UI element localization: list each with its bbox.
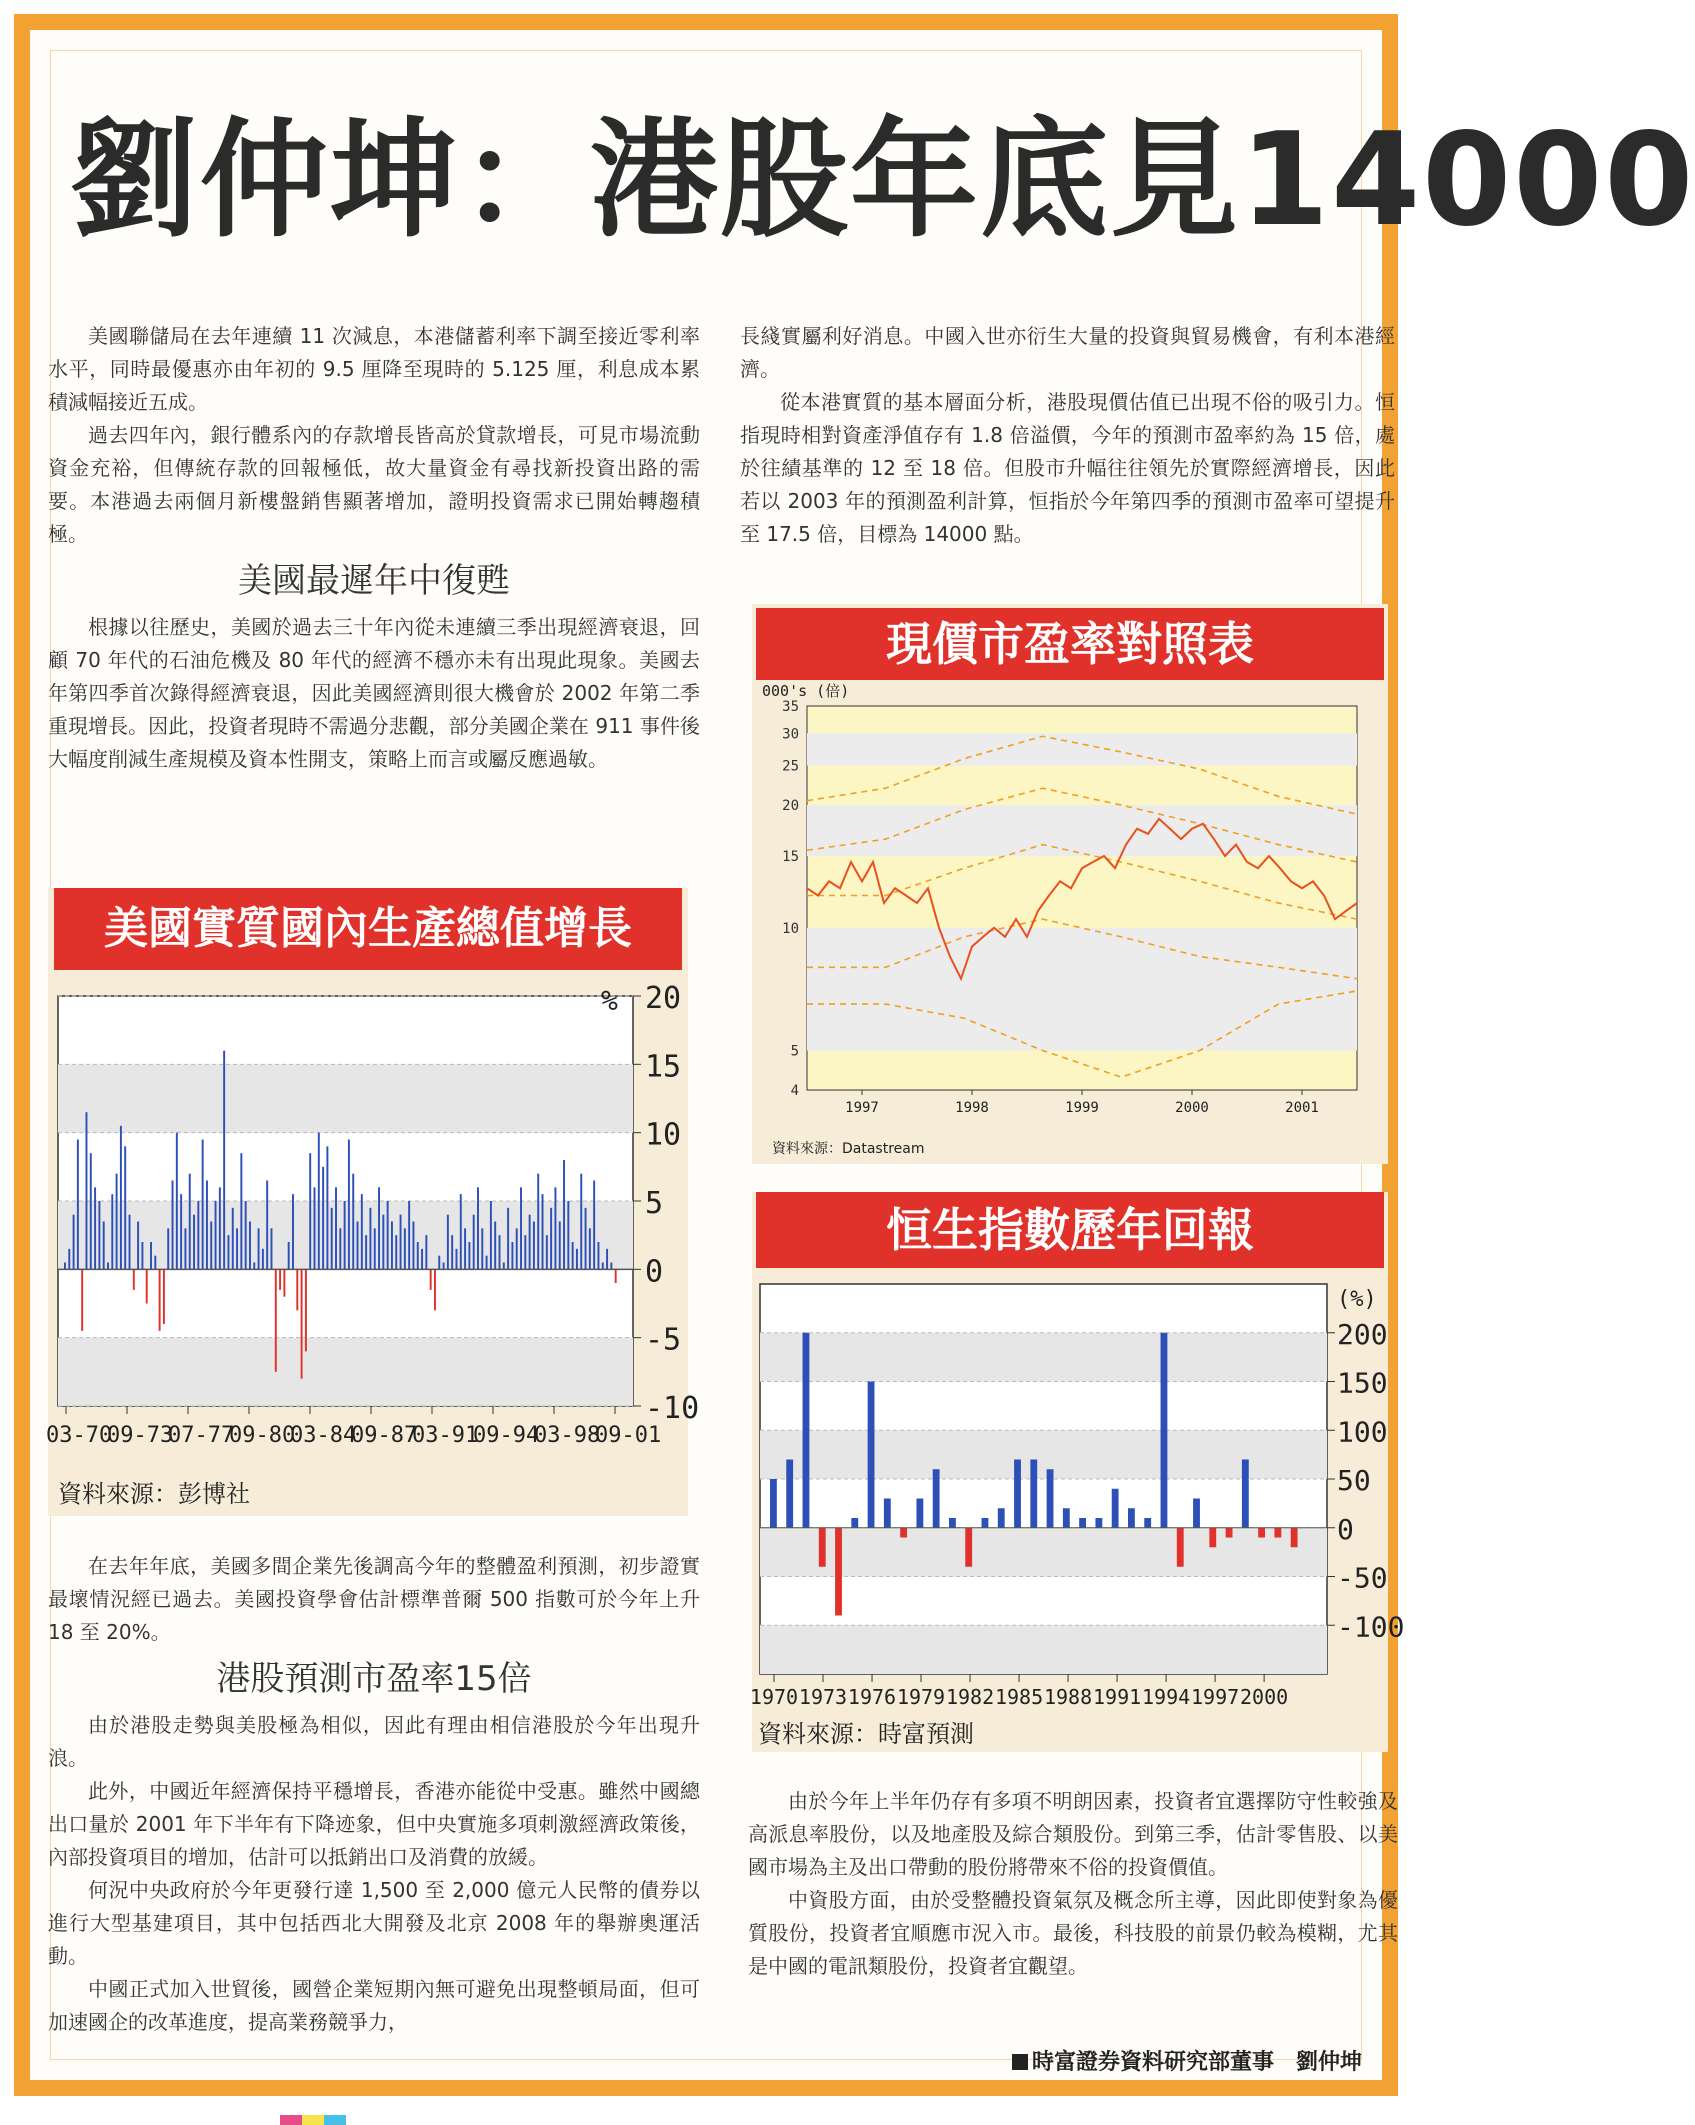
gdp-bar — [348, 1140, 350, 1270]
hsi-bar — [1079, 1518, 1086, 1528]
pe-chart-source: 資料來源：Datastream — [772, 1141, 925, 1157]
gdp-bar — [412, 1222, 414, 1270]
hsi-bar — [1177, 1528, 1184, 1567]
x-tick-label: 03-84 — [290, 1423, 357, 1448]
gdp-chart — [46, 976, 700, 1516]
gdp-bar — [326, 1146, 328, 1269]
x-tick-label: 2001 — [1285, 1100, 1319, 1116]
gdp-bar — [253, 1263, 255, 1270]
paragraph: 由於港股走勢與美股極為相似，因此有理由相信港股於今年出現升浪。 — [48, 1713, 700, 1770]
x-tick-label: 09-01 — [595, 1423, 662, 1448]
paragraph: 中國正式加入世貿後，國營企業短期內無可避免出現整頓局面，但可加速國企的改革進度，提高業務競爭力， — [48, 1977, 700, 2034]
x-tick-label: 07-77 — [168, 1423, 235, 1448]
hsi-bar — [900, 1528, 907, 1538]
x-tick-label: 09-73 — [107, 1423, 174, 1448]
hsi-bar — [982, 1518, 989, 1528]
gdp-bar — [107, 1263, 109, 1270]
gdp-bar — [606, 1249, 608, 1270]
hsi-bar — [1047, 1469, 1054, 1528]
gdp-bar — [206, 1181, 208, 1270]
gdp-bar — [215, 1201, 217, 1269]
y-tick-label: 100 — [1337, 1415, 1388, 1449]
hsi-bar — [1030, 1460, 1037, 1528]
x-tick-label: 1970 — [749, 1685, 799, 1709]
gdp-bar — [589, 1228, 591, 1269]
gdp-bar — [533, 1222, 535, 1270]
gdp-bar — [593, 1181, 595, 1270]
y-tick-label: -100 — [1337, 1610, 1405, 1644]
gdp-bar — [68, 1249, 70, 1270]
gdp-bar — [378, 1187, 380, 1269]
right-column-bottom — [748, 1785, 1398, 1983]
y-tick-label: 5 — [790, 1043, 799, 1060]
gdp-bar — [615, 1269, 617, 1283]
gdp-bar — [180, 1194, 182, 1269]
gdp-bar — [382, 1215, 384, 1270]
x-tick-label: 09-87 — [351, 1423, 418, 1448]
hsi-bar — [786, 1460, 793, 1528]
gdp-bar — [240, 1153, 242, 1269]
gdp-bar — [443, 1263, 445, 1270]
y-tick-label: 10 — [782, 920, 799, 937]
hsi-bar — [1161, 1333, 1168, 1528]
gdp-bar — [365, 1235, 367, 1269]
gdp-bar — [468, 1242, 470, 1269]
print-color-bar — [302, 2115, 324, 2125]
hsi-bar — [998, 1508, 1005, 1528]
gdp-bar — [163, 1269, 165, 1324]
gdp-bar — [516, 1228, 518, 1269]
x-tick-label: 2000 — [1240, 1685, 1289, 1709]
left-column-bottom — [48, 1550, 700, 2039]
pe-chart — [752, 684, 1388, 1124]
pe-chart-title: 現價市盈率對照表 — [756, 608, 1384, 680]
hsi-bar — [1095, 1518, 1102, 1528]
hsi-bar — [819, 1528, 826, 1567]
gdp-bar — [369, 1208, 371, 1269]
gdp-bar — [202, 1140, 204, 1270]
gdp-bar — [64, 1263, 66, 1270]
paragraph: 在去年年底，美國多間企業先後調高今年的整體盈利預測，初步證實最壞情況經已過去。美國投資學會估計標準普爾 500 指數可於今年上升18 至 20%。 — [48, 1554, 700, 1644]
square-bullet-icon — [1012, 2054, 1028, 2070]
gdp-bar — [283, 1269, 285, 1296]
gdp-bar — [314, 1187, 316, 1269]
gdp-bar — [395, 1235, 397, 1269]
hsi-bar — [884, 1499, 891, 1528]
headline: 劉仲坤：港股年底見14000 — [70, 106, 1695, 255]
y-tick-label: 20 — [782, 798, 799, 815]
hsi-chart-source: 資料來源：時富預測 — [758, 1720, 974, 1748]
gdp-bar — [434, 1269, 436, 1310]
gdp-bar — [73, 1215, 75, 1270]
gdp-bar — [167, 1228, 169, 1269]
gdp-bar — [249, 1222, 251, 1270]
gdp-bar — [408, 1201, 410, 1269]
gdp-chart-source: 資料來源：彭博社 — [58, 1480, 250, 1508]
hsi-bar — [1193, 1499, 1200, 1528]
x-tick-label: 1985 — [994, 1685, 1044, 1709]
hsi-bar — [1291, 1528, 1298, 1548]
gdp-bar — [546, 1235, 548, 1269]
gdp-bar — [537, 1174, 539, 1270]
gdp-bar — [305, 1269, 307, 1351]
gdp-bar — [150, 1242, 152, 1269]
gdp-bar — [344, 1201, 346, 1269]
grid-band — [807, 733, 1357, 765]
x-tick-label: 1999 — [1065, 1100, 1099, 1116]
gdp-bar — [98, 1201, 100, 1269]
gdp-bar — [124, 1146, 126, 1269]
grid-band — [760, 1625, 1327, 1674]
gdp-bar — [567, 1201, 569, 1269]
gdp-bar — [81, 1269, 83, 1331]
right-column-top — [740, 320, 1395, 551]
y-tick-label: 15 — [645, 1049, 682, 1085]
hsi-bar — [1226, 1528, 1233, 1538]
gdp-bar — [120, 1126, 122, 1269]
gdp-bar — [275, 1269, 277, 1372]
gdp-bar — [507, 1208, 509, 1269]
hsi-bar — [868, 1382, 875, 1528]
hsi-bar — [1063, 1508, 1070, 1528]
gdp-bar — [172, 1181, 174, 1270]
x-tick-label: 1991 — [1092, 1685, 1142, 1709]
hsi-bar — [933, 1469, 940, 1528]
hsi-bar — [1112, 1489, 1119, 1528]
gdp-bar — [464, 1228, 466, 1269]
x-tick-label: 1976 — [847, 1685, 897, 1709]
hsi-bar — [949, 1518, 956, 1528]
grid-band — [58, 1064, 633, 1132]
gdp-bar — [486, 1256, 488, 1270]
y-tick-label: 10 — [645, 1117, 682, 1153]
x-tick-label: 03-70 — [46, 1423, 113, 1448]
left-column-top — [48, 320, 700, 776]
gdp-bar — [524, 1235, 526, 1269]
x-tick-label: 1973 — [798, 1685, 848, 1709]
y-tick-label: 25 — [782, 758, 799, 775]
gdp-bar — [116, 1174, 118, 1270]
gdp-bar — [572, 1242, 574, 1269]
y-tick-label: 50 — [1337, 1464, 1371, 1497]
gdp-bar — [236, 1228, 238, 1269]
hsi-bar — [1144, 1518, 1151, 1528]
y-tick-label: -5 — [645, 1322, 682, 1358]
hsi-bar — [1274, 1528, 1281, 1538]
gdp-bar — [210, 1222, 212, 1270]
hsi-bar — [1128, 1508, 1135, 1528]
pe-chart-panel — [752, 604, 1388, 1164]
gdp-bar — [490, 1201, 492, 1269]
gdp-bar — [576, 1249, 578, 1270]
y-tick-label: 150 — [1337, 1366, 1388, 1400]
gdp-bar — [421, 1249, 423, 1270]
gdp-bar — [417, 1242, 419, 1269]
gdp-bar — [232, 1208, 234, 1269]
gdp-bar — [451, 1235, 453, 1269]
gdp-bar — [339, 1228, 341, 1269]
gdp-bar — [154, 1256, 156, 1270]
gdp-bar — [77, 1140, 79, 1270]
hsi-chart-title: 恒生指數歷年回報 — [756, 1192, 1384, 1268]
grid-band — [760, 1333, 1327, 1382]
y-tick-label: -50 — [1337, 1561, 1388, 1595]
gdp-bar — [477, 1187, 479, 1269]
subhead-hk-pe: 港股預測市盈率15倍 — [216, 1659, 532, 1699]
x-tick-label: 1998 — [955, 1100, 989, 1116]
hsi-bar — [803, 1333, 810, 1528]
gdp-bar — [597, 1242, 599, 1269]
gdp-bar — [245, 1201, 247, 1269]
gdp-bar — [322, 1167, 324, 1269]
gdp-bar — [223, 1051, 225, 1270]
gdp-bar — [318, 1133, 320, 1270]
gdp-bar — [460, 1194, 462, 1269]
gdp-bar — [184, 1228, 186, 1269]
gdp-bar — [331, 1208, 333, 1269]
print-color-bar — [280, 2115, 302, 2125]
hsi-bar — [835, 1528, 842, 1616]
gdp-bar — [219, 1187, 221, 1269]
subhead-us-recovery: 美國最遲年中復甦 — [238, 561, 510, 601]
gdp-bar — [159, 1269, 161, 1331]
gdp-bar — [391, 1222, 393, 1270]
hsi-bar — [851, 1518, 858, 1528]
gdp-bar — [279, 1269, 281, 1290]
y-tick-label: 0 — [645, 1254, 664, 1290]
gdp-bar — [387, 1201, 389, 1269]
gdp-bar — [189, 1174, 191, 1270]
gdp-bar — [374, 1228, 376, 1269]
gdp-bar — [481, 1228, 483, 1269]
y-tick-label: -10 — [645, 1391, 700, 1426]
gdp-bar — [559, 1222, 561, 1270]
hsi-bar — [965, 1528, 972, 1567]
gdp-chart-panel — [46, 888, 700, 1516]
gdp-bar — [456, 1249, 458, 1270]
gdp-bar — [511, 1242, 513, 1269]
x-tick-label: 09-94 — [473, 1423, 540, 1448]
paragraph: 由於今年上半年仍存有多項不明朗因素，投資者宜選擇防守性較強及高派息率股份，以及地產股及綜合類股份。到第三季，估計零售股、以美國市場為主及出口帶動的股份將帶來不俗的投資價值。 — [748, 1789, 1398, 1879]
y-tick-label: 20 — [645, 981, 682, 1016]
gdp-bar — [309, 1153, 311, 1269]
x-tick-label: 1997 — [845, 1100, 879, 1116]
hsi-bar — [770, 1479, 777, 1528]
gdp-bar — [103, 1222, 105, 1270]
paragraph: 中資股方面，由於受整體投資氣氛及概念所主導，因此即使對象為優質股份，投資者宜順應市況入市。最後，科技股的前景仍較為模糊，尤其是中國的電訊類股份，投資者宜觀望。 — [748, 1888, 1398, 1978]
gdp-bar — [133, 1269, 135, 1290]
y-tick-label: 200 — [1337, 1317, 1388, 1351]
x-tick-label: 03-98 — [534, 1423, 601, 1448]
gdp-bar — [292, 1194, 294, 1269]
gdp-bar — [404, 1228, 406, 1269]
paragraph: 此外，中國近年經濟保持平穩增長，香港亦能從中受惠。雖然中國總出口量於 2001 年下半年有下降迹象，但中央實施多項刺激經濟政策後，內部投資項目的增加，估計可以抵銷出口及消費的放緩。 — [48, 1779, 700, 1869]
gdp-bar — [266, 1181, 268, 1270]
gdp-bar — [585, 1208, 587, 1269]
gdp-bar — [580, 1174, 582, 1270]
gdp-bar — [137, 1222, 139, 1270]
hsi-bar — [1014, 1460, 1021, 1528]
gdp-bar — [542, 1194, 544, 1269]
gdp-bar — [503, 1263, 505, 1270]
gdp-bar — [361, 1194, 363, 1269]
y-tick-label: 4 — [790, 1083, 799, 1099]
grid-band — [807, 928, 1357, 1051]
grid-band — [807, 805, 1357, 856]
gdp-bar — [447, 1215, 449, 1270]
paragraph: 從本港實質的基本層面分析，港股現價估值已出現不俗的吸引力。恒指現時相對資產淨值存有 1.8 倍溢價，今年的預測市盈率約為 15 倍，處於往績基準的 12 至 18 倍。但股市升幅往往領先於實際經濟增長，因此若以 2003 年的預測盈利計算，恒指於今年第四季的預測市盈率可望提升至 17.5 倍，目標為 14000 點。 — [740, 390, 1395, 546]
hsi-bar — [1209, 1528, 1216, 1548]
x-tick-label: 1994 — [1142, 1685, 1191, 1709]
gdp-bar — [550, 1208, 552, 1269]
gdp-bar — [262, 1249, 264, 1270]
gdp-bar — [357, 1222, 359, 1270]
gdp-bar — [197, 1201, 199, 1269]
gdp-bar — [129, 1215, 131, 1270]
gdp-bar — [335, 1187, 337, 1269]
gdp-bar — [473, 1215, 475, 1270]
byline-text: 時富證券資料研究部董事 劉仲坤 — [1031, 2050, 1362, 2075]
y-unit-label: % — [601, 984, 618, 1017]
hsi-bar — [1242, 1460, 1249, 1528]
gdp-bar — [554, 1187, 556, 1269]
gdp-bar — [425, 1235, 427, 1269]
y-tick-label: 30 — [782, 726, 799, 743]
hsi-chart-panel — [749, 1192, 1405, 1752]
y-tick-label: 5 — [645, 1186, 664, 1221]
gdp-bar — [529, 1215, 531, 1270]
paragraph: 根據以往歷史，美國於過去三十年內從未連續三季出現經濟衰退，回顧 70 年代的石油危機及 80 年代的經濟不穩亦未有出現此現象。美國去年第四季首次錄得經濟衰退，因此美國經濟則很大機會於 2002 年第二季重現增長。因此，投資者現時不需過分悲觀，部分美國企業在 911 事件後大幅度削減生產規模及資本性開支，策略上而言或屬反應過敏。 — [48, 615, 700, 771]
gdp-bar — [296, 1269, 298, 1310]
y-tick-label: 15 — [782, 849, 799, 866]
gdp-bar — [271, 1228, 273, 1269]
grid-band — [58, 1338, 633, 1406]
y-tick-label: 0 — [1337, 1512, 1354, 1546]
paragraph: 何況中央政府於今年更發行達 1,500 至 2,000 億元人民幣的債券以進行大型基建項目，其中包括西北大開發及北京 2008 年的舉辦奧運活動。 — [48, 1878, 700, 1968]
hsi-bar — [1258, 1528, 1265, 1538]
gdp-bar — [193, 1215, 195, 1270]
gdp-bar — [610, 1263, 612, 1270]
gdp-bar — [258, 1228, 260, 1269]
gdp-bar — [602, 1263, 604, 1270]
x-tick-label: 1982 — [945, 1685, 995, 1709]
x-tick-label: 09-80 — [229, 1423, 296, 1448]
gdp-bar — [438, 1256, 440, 1270]
gdp-bar — [86, 1112, 88, 1269]
gdp-bar — [227, 1235, 229, 1269]
x-tick-label: 1988 — [1043, 1685, 1093, 1709]
y-unit-label: (%) — [1337, 1287, 1377, 1312]
paragraph: 美國聯儲局在去年連續 11 次減息，本港儲蓄利率下調至接近零利率水平，同時最優惠亦由年初的 9.5 厘降至現時的 5.125 厘，利息成本累積減幅接近五成。 — [48, 324, 700, 414]
gdp-bar — [430, 1269, 432, 1290]
y-axis-label: 000's (倍) — [762, 682, 850, 700]
paragraph: 長綫實屬利好消息。中國入世亦衍生大量的投資與貿易機會，有利本港經濟。 — [740, 324, 1395, 381]
byline — [1012, 2045, 1362, 2076]
x-tick-label: 1979 — [896, 1685, 946, 1709]
gdp-bar — [146, 1269, 148, 1303]
gdp-bar — [94, 1187, 96, 1269]
x-tick-label: 2000 — [1175, 1100, 1209, 1116]
gdp-chart-title: 美國實質國內生產總值增長 — [54, 888, 682, 970]
gdp-bar — [111, 1194, 113, 1269]
gdp-bar — [301, 1269, 303, 1378]
gdp-bar — [90, 1153, 92, 1269]
paragraph: 過去四年內，銀行體系內的存款增長皆高於貸款增長，可見市場流動資金充裕，但傳統存款的回報極低，故大量資金有尋找新投資出路的需要。本港過去兩個月新樓盤銷售顯著增加，證明投資需求已開始轉趨積極。 — [48, 423, 700, 546]
y-tick-label: 35 — [782, 699, 799, 715]
gdp-bar — [400, 1215, 402, 1270]
gdp-bar — [494, 1222, 496, 1270]
gdp-bar — [520, 1187, 522, 1269]
print-color-bar — [324, 2115, 346, 2125]
gdp-bar — [563, 1160, 565, 1269]
hsi-chart — [749, 1274, 1405, 1714]
x-tick-label: 03-91 — [412, 1423, 479, 1448]
gdp-bar — [176, 1133, 178, 1270]
x-tick-label: 1997 — [1191, 1685, 1240, 1709]
gdp-bar — [288, 1242, 290, 1269]
hsi-bar — [916, 1499, 923, 1528]
gdp-bar — [499, 1235, 501, 1269]
gdp-bar — [352, 1174, 354, 1270]
gdp-bar — [141, 1242, 143, 1269]
grid-band — [760, 1528, 1327, 1577]
